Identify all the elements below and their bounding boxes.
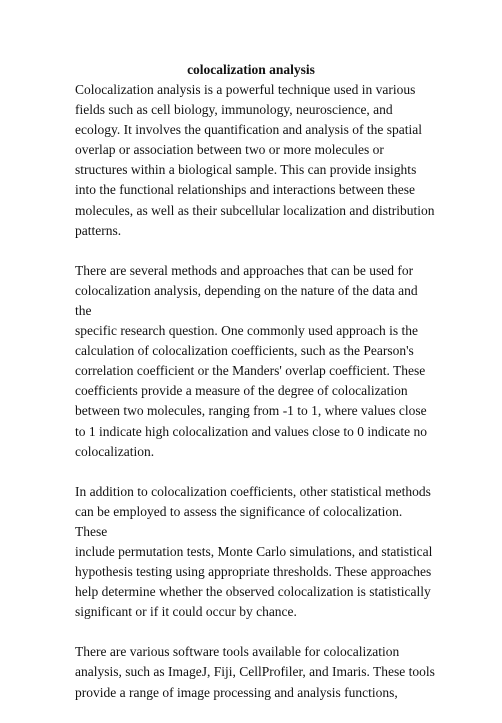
document-title: colocalization analysis: [187, 62, 315, 77]
document-body: [75, 80, 435, 723]
paragraph-software: There are various software tools available for colocalization analysis, such as ImageJ, Fiji, CellProfiler, and Imaris. These tools provide a range of image processing and analysis functions,: [75, 644, 435, 700]
paragraph-statistics: In addition to colocalization coefficients, other statistical methods can be employed to assess the significance of colocalization. These include permutation tests, Monte Carlo simulations, and statistical hypothesis testing using appropriate thresholds. These approaches help determine whether the observed colocalization is statistically significant or if it could occur by chance.: [75, 483, 433, 620]
paragraph-methods: There are several methods and approaches that can be used for colocalization analysis, depending on the nature of the data and the specific research question. One commonly used approach is the calculation of colocalization coefficients, such as the Pearson's correlation coefficient or the Manders' overlap coefficient. These coefficients provide a measure of the degree of colocalization between two molecules, ranging from -1 to 1, where values close to 1 indicate high colocalization and values close to 0 indicate no colocalization.: [75, 262, 428, 459]
paragraph-intro: Colocalization analysis is a powerful technique used in various fields such as cell biology, immunology, neuroscience, and ecology. It involves the quantification and analysis of the spatial overlap or association between two or more molecules or structures within a biological sample. This can provide insights into the functional relationships and interactions between these molecules, as well as their subcellular localization and distribution patterns.: [75, 82, 435, 238]
